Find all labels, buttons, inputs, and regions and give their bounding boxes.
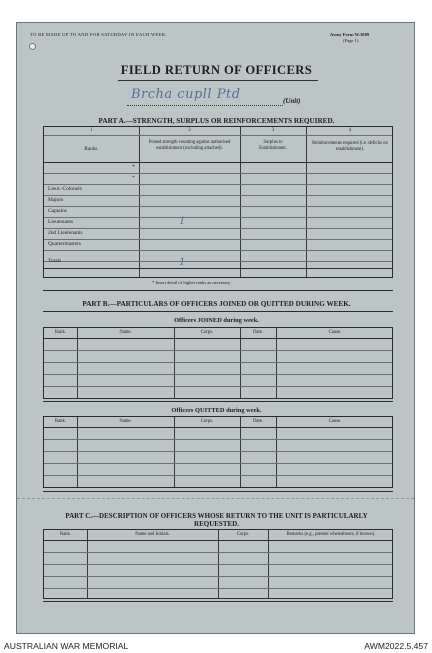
part-c-col-rank: Rank. — [59, 532, 72, 537]
joined-title: Officers JOINED during week. — [174, 317, 259, 324]
part-c-col-name: Name and Initials. — [135, 532, 170, 537]
joined-col-cause: Cause. — [328, 330, 342, 335]
lieutenants-posted-entry: 1 — [179, 216, 186, 227]
quitted-col-corps: Corps. — [200, 419, 214, 424]
joined-col-corps: Corps. — [200, 330, 214, 335]
page-number: (Page 1) — [343, 38, 359, 43]
part-a-title: PART A.—STRENGTH, SURPLUS OR REINFORCEMENTS REQUIRED. — [98, 117, 335, 125]
totals-posted-entry: 1 — [179, 257, 186, 268]
joined-col-name: Name. — [119, 330, 132, 335]
part-b-title: PART B.—PARTICULARS OF OFFICERS JOINED OR QUITTED DURING WEEK. — [82, 300, 351, 308]
header-instruction: TO BE MADE UP TO AND FOR SATURDAY IN EACH WEEK. — [30, 32, 167, 37]
quitted-col-cause: Cause. — [328, 419, 342, 424]
part-a-table — [43, 126, 393, 278]
form-number: Army Form W.3009 — [330, 32, 370, 37]
col-header-ranks: Ranks. — [84, 146, 99, 152]
part-c-col-remarks: Remarks (e.g., present whereabouts, if known). — [286, 532, 376, 537]
rank-lieutenants: Lieutenants — [48, 219, 74, 225]
col-header-reinforcements: Reinforcements required (i.e. deficits on establishment). — [312, 141, 388, 152]
rank-majors: Majors — [48, 197, 64, 203]
part-b-top-rule — [43, 311, 393, 312]
joined-table — [43, 327, 393, 399]
form-sheet — [16, 22, 415, 634]
rank-2nd-lieutenants: 2nd Lieutenants — [48, 230, 83, 236]
col-number-3: 3 — [271, 128, 275, 133]
part-a-bottom-rule — [43, 290, 393, 291]
col-number-2: 2 — [188, 128, 191, 133]
fold-line — [17, 498, 414, 499]
quitted-col-name: Name. — [119, 419, 132, 424]
part-c-col-corps: Corps. — [236, 532, 250, 537]
quitted-col-date: Date. — [252, 419, 264, 424]
rank-quartermasters: Quartermasters — [48, 241, 81, 247]
joined-col-date: Date. — [252, 330, 264, 335]
col-number-4: 4 — [348, 128, 352, 133]
quitted-title: Officers QUITTED during week. — [171, 407, 262, 414]
form-title: FIELD RETURN OF OFFICERS — [120, 63, 313, 77]
footer-credit: AUSTRALIAN WAR MEMORIAL — [4, 641, 129, 651]
part-c-bottom-rule — [43, 601, 393, 602]
unit-handwritten: Brcha cupll Ptd — [131, 87, 241, 102]
footer-accession-number: AWM2022.5.457 — [364, 641, 428, 651]
quitted-col-rank: Rank. — [54, 419, 67, 424]
col-header-surplus: Surplus to Establishment. — [259, 140, 287, 151]
star-row-2: * — [132, 175, 135, 181]
col-header-posted: Posted strength counting against authorised establishment (excluding attached). — [148, 140, 231, 151]
unit-label: (Unit) — [283, 97, 301, 105]
part-b-bottom-rule — [43, 491, 393, 492]
part-c-table — [43, 529, 393, 599]
col-number-1: 1 — [90, 128, 93, 133]
joined-bottom-rule — [43, 401, 393, 402]
joined-col-rank: Rank. — [54, 330, 67, 335]
rank-lieut-colonels: Lieut.-Colonels — [48, 186, 82, 192]
footer-bar — [0, 639, 432, 653]
punch-hole-top — [29, 43, 36, 50]
title-rule — [118, 80, 318, 81]
rank-captains: Captains — [48, 208, 67, 214]
part-c-title-line2: REQUESTED. — [194, 520, 239, 528]
part-c-title-line1: PART C.—DESCRIPTION OF OFFICERS WHOSE RETURN TO THE UNIT IS PARTICULARLY — [65, 512, 368, 520]
rank-totals: Totals — [48, 258, 62, 264]
star-row-1: * — [132, 164, 135, 170]
unit-rule — [127, 105, 283, 106]
part-a-footnote: * Insert detail of higher ranks as necessary. — [152, 280, 232, 285]
quitted-table — [43, 416, 393, 488]
